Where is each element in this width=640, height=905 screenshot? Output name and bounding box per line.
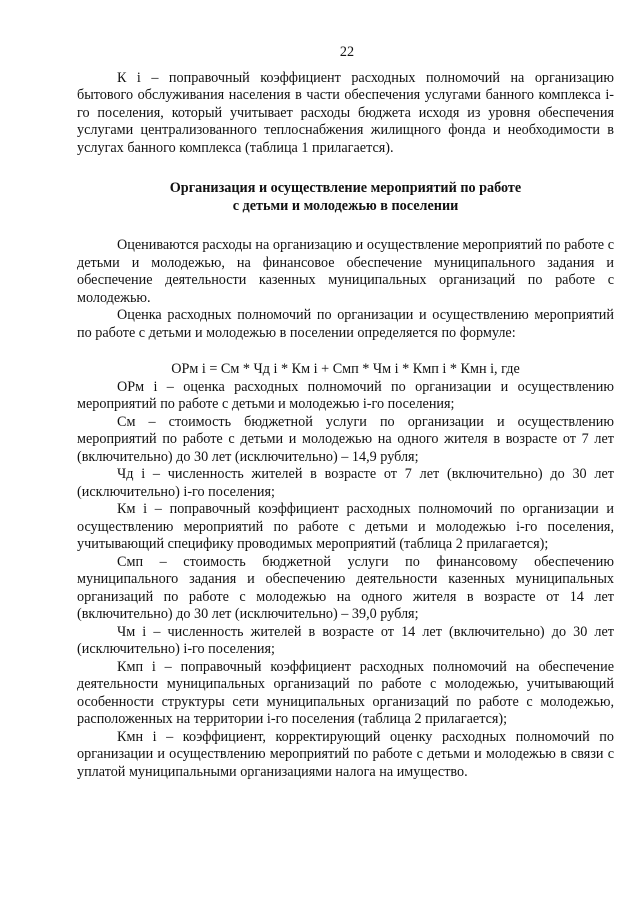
formula: ОРм i = См * Чд i * Км i + Смп * Чм i * Кмп i * Кмн i, где — [171, 361, 520, 377]
definition-item: Чд i – численность жителей в возрасте от 7 лет (включительно) до 30 лет (исключительно) i-го поселения; — [77, 466, 614, 500]
section-heading-line1: Организация и осуществление мероприятий по работе — [169, 180, 522, 196]
intro-paragraph: К i – поправочный коэффициент расходных полномочий на организацию бытового обслуживания населения в части обеспечения услугами банного комплекса i-го поселения, который учитывает расходы бюджета исходя из уровня обеспечения услугами централизованного теплоснабжения жилищного фонда и необходимости в услугах банного комплекса (таблица 1 прилагается). — [77, 69, 614, 156]
definition-item: Кмн i – коэффициент, корректирующий оценку расходных полномочий по организации и осуществлению мероприятий по работе с детьми и молодежью в связи с уплатой муниципальными организациями налога на имущество. — [77, 728, 614, 780]
page-number: 22 — [339, 44, 355, 60]
definition-item: См – стоимость бюджетной услуги по организации и осуществлению мероприятий по работе с детьми и молодежью на одного жителя в возрасте от 7 лет (включительно) до 30 лет (исключительно) – 14,9 рубля; — [77, 413, 614, 465]
definition-item: ОРм i – оценка расходных полномочий по организации и осуществлению мероприятий по работе с детьми и молодежью i-го поселения; — [77, 378, 614, 412]
definition-item: Чм i – численность жителей в возрасте от 14 лет (включительно) до 30 лет (исключительно) i-го поселения; — [77, 623, 614, 657]
section-heading-line2: с детьми и молодежью в поселении — [232, 198, 459, 214]
body-paragraph: Оцениваются расходы на организацию и осуществление мероприятий по работе с детьми и молодежью, на финансовое обеспечение муниципального задания и обеспечение деятельности казенных муниципальных организаций по работе с молодежью. — [77, 237, 614, 306]
body-paragraph: Оценка расходных полномочий по организации и осуществлению мероприятий по работе с детьми и молодежью в поселении определяется по формуле: — [77, 307, 614, 341]
definition-item: Кмп i – поправочный коэффициент расходных полномочий на обеспечение деятельности муниципальных организаций по работе с молодежью, учитывающий особенности структуры сети муниципальных организаций по работе с молодежью, расположенных на территории i-го поселения (таблица 2 прилагается); — [77, 658, 614, 727]
section-heading — [77, 179, 614, 215]
definition-item: Смп – стоимость бюджетной услуги по финансовому обеспечению муниципального задания и обеспечению деятельности казенных муниципальных организаций по работе с молодежью на одного жителя в возрасте от 14 лет (включительно) до 30 лет (исключительно) – 39,0 рубля; — [77, 553, 614, 622]
definition-item: Км i – поправочный коэффициент расходных полномочий по организации и осуществлению мероприятий по работе с детьми и молодежью i-го поселения, учитывающий специфику проводимых мероприятий (таблица 2 прилагается); — [77, 501, 614, 552]
